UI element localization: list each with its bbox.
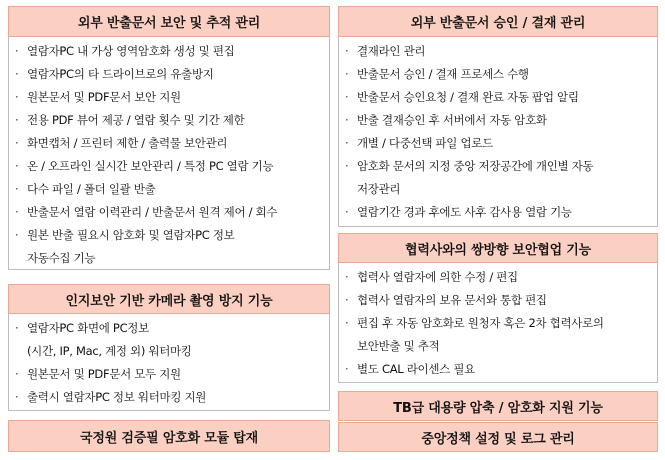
list-item	[345, 312, 651, 358]
bullet-icon: ·	[15, 321, 19, 335]
list-item-text	[27, 86, 181, 109]
list-item-line: 열람기간 경과 후에도 사후 감사용 열람 기능	[357, 205, 572, 219]
list-item	[345, 86, 651, 109]
list-item-text	[27, 224, 234, 270]
bullet-icon: ·	[345, 90, 349, 104]
list-item	[345, 201, 651, 224]
list-item-text	[27, 201, 277, 224]
list-item-text	[357, 40, 425, 63]
list-item	[345, 40, 651, 63]
list-item-text	[27, 109, 244, 132]
list-item	[15, 40, 323, 63]
list-item-text	[357, 86, 579, 109]
bullet-icon: ·	[15, 90, 19, 104]
bullet-icon: ·	[345, 44, 349, 58]
list-item-text	[357, 63, 529, 86]
bullet-icon: ·	[345, 293, 349, 307]
list-item-text	[27, 178, 155, 201]
bullet-icon: ·	[345, 159, 349, 173]
panel-partner-collab-title: 협력사와의 쌍방향 보안협업 기능	[338, 233, 658, 263]
list-item-text	[357, 358, 475, 381]
list-item-line: 자동수집 기능	[27, 251, 96, 265]
panel-partner-collab	[338, 233, 658, 383]
list-item	[15, 386, 323, 409]
list-item-line: 협력사 열람자에 의한 수정 / 편집	[357, 270, 518, 284]
list-item-line: 다수 파일 / 폴더 일괄 반출	[27, 182, 156, 196]
list-item-line: 반출 결재승인 후 서버에서 자동 암호화	[357, 113, 547, 127]
bullet-icon: ·	[345, 316, 349, 330]
bullet-icon: ·	[15, 159, 19, 173]
list-item-line: 온 / 오프라인 실시간 보안관리 / 특정 PC 열람 기능	[27, 159, 274, 173]
panel-camera-prevention	[8, 284, 330, 411]
list-item-text	[357, 266, 518, 289]
list-item-line: 원본문서 및 PDF문서 보안 지원	[27, 90, 181, 104]
list-item-line: 별도 CAL 라이센스 필요	[357, 362, 475, 376]
list-item-text	[357, 312, 604, 358]
list-item	[15, 201, 323, 224]
list-item-text	[357, 155, 593, 201]
bullet-icon: ·	[15, 67, 19, 81]
list-item-line: 반출문서 승인 / 결재 프로세스 수행	[357, 67, 529, 81]
list-item-text	[27, 363, 181, 386]
list-item-text	[27, 386, 206, 409]
panel-approval-list	[338, 37, 658, 227]
list-item-line: 화면캡처 / 프린터 제한 / 출력물 보안관리	[27, 136, 228, 150]
list-item	[345, 132, 651, 155]
list-item-line: 결재라인 관리	[357, 44, 426, 58]
list-item-line: 반출문서 승인요청 / 결재 완료 자동 팝업 알림	[357, 90, 579, 104]
panel-camera-prevention-title: 인지보안 기반 카메라 촬영 방지 기능	[8, 284, 330, 314]
list-item-text	[27, 317, 192, 363]
list-item-line: 원본 반출 필요시 암호화 및 열람자PC 정보	[27, 228, 235, 242]
list-item-line: 열람자PC 내 가상 영역암호화 생성 및 편집	[27, 44, 235, 58]
list-item-text	[27, 132, 227, 155]
list-item-text	[27, 63, 214, 86]
bullet-icon: ·	[15, 228, 19, 242]
list-item	[15, 132, 323, 155]
list-item-line: 편집 후 자동 암호화로 원청자 혹은 2차 협력사로의	[357, 316, 604, 330]
list-item	[15, 63, 323, 86]
bullet-icon: ·	[15, 136, 19, 150]
list-item-line: 반출문서 열람 이력관리 / 반출문서 원격 제어 / 회수	[27, 205, 278, 219]
bullet-icon: ·	[15, 182, 19, 196]
list-item	[15, 224, 323, 270]
bullet-icon: ·	[345, 270, 349, 284]
panel-export-security-title: 외부 반출문서 보안 및 추적 관리	[8, 6, 330, 37]
list-item	[15, 363, 323, 386]
list-item-text	[357, 289, 547, 312]
list-item-line: 협력사 열람자의 보유 문서와 통합 편집	[357, 293, 547, 307]
list-item-line: 전용 PDF 뷰어 제공 / 열람 횟수 및 기간 제한	[27, 113, 245, 127]
list-item-line: (시간, IP, Mac, 계정 외) 워터마킹	[27, 344, 192, 358]
list-item-line: 출력시 열람자PC 정보 워터마킹 지원	[27, 390, 207, 404]
bullet-icon: ·	[345, 362, 349, 376]
bar-large-compression: TB급 대용량 압축 / 암호화 지원 기능	[338, 391, 658, 421]
list-item-text	[27, 40, 234, 63]
list-item	[15, 109, 323, 132]
list-item-text	[357, 132, 493, 155]
panel-camera-prevention-list	[8, 314, 330, 411]
panel-partner-collab-list	[338, 263, 658, 383]
list-item	[15, 155, 323, 178]
bar-central-policy: 중앙정책 설정 및 로그 관리	[338, 422, 658, 452]
list-item	[345, 266, 651, 289]
list-item-line: 원본문서 및 PDF문서 모두 지원	[27, 367, 181, 381]
list-item-line: 저장관리	[357, 182, 401, 196]
bullet-icon: ·	[345, 113, 349, 127]
list-item	[345, 155, 651, 201]
list-item	[345, 289, 651, 312]
panel-export-security-list	[8, 37, 330, 270]
list-item	[345, 63, 651, 86]
panel-approval	[338, 6, 658, 227]
list-item-line: 개별 / 다중선택 파일 업로드	[357, 136, 493, 150]
list-item-text	[27, 155, 273, 178]
list-item	[345, 109, 651, 132]
bullet-icon: ·	[15, 367, 19, 381]
bullet-icon: ·	[15, 44, 19, 58]
list-item	[15, 178, 323, 201]
bar-crypto-module: 국정원 검증필 암호화 모듈 탑재	[8, 420, 330, 452]
bullet-icon: ·	[15, 390, 19, 404]
list-item-text	[357, 109, 547, 132]
list-item-line: 열람자PC 화면에 PC정보	[27, 321, 149, 335]
panel-export-security	[8, 6, 330, 270]
list-item	[345, 358, 651, 381]
list-item-line: 암호화 문서의 지정 중앙 저장공간에 개인별 자동	[357, 159, 594, 173]
bullet-icon: ·	[345, 205, 349, 219]
list-item-line: 열람자PC의 타 드라이브로의 유출방지	[27, 67, 214, 81]
list-item	[15, 86, 323, 109]
panel-approval-title: 외부 반출문서 승인 / 결재 관리	[338, 6, 658, 37]
list-item-text	[357, 201, 572, 224]
bullet-icon: ·	[15, 205, 19, 219]
list-item	[15, 317, 323, 363]
bullet-icon: ·	[15, 113, 19, 127]
bullet-icon: ·	[345, 136, 349, 150]
list-item-line: 보안반출 및 추적	[357, 339, 440, 353]
bullet-icon: ·	[345, 67, 349, 81]
